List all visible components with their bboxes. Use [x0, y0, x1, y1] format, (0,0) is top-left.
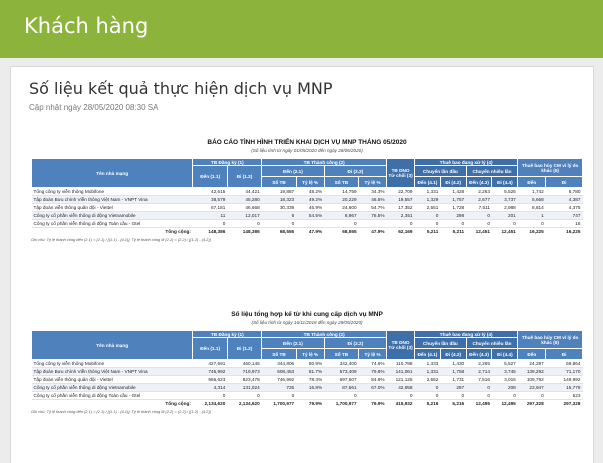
cell-s-in: 19,887 [262, 188, 296, 196]
col-pending: Thuê bao đang xử lý (4) [415, 331, 518, 338]
cell-p2: 0 [440, 220, 466, 228]
cell-s-out: 697,607 [324, 376, 358, 384]
cell-c2: 16 [546, 220, 583, 228]
total-p1: 5,211 [426, 229, 439, 235]
col-reg-in: Đến (1.1) [193, 338, 227, 360]
cell-p3: 7,511 [466, 204, 492, 212]
cell-s-out: 20,229 [324, 196, 358, 204]
cell-p3: 2,265 [466, 360, 492, 368]
cell-c1: 23,947 [518, 384, 546, 392]
cell-s-out-r [359, 392, 387, 400]
cell-c2: 15,779 [546, 384, 583, 392]
col-tb-success: TB Thành công (2) [262, 159, 387, 166]
col-operator: Tên nhà mạng [32, 331, 193, 360]
operator-name: Công ty cổ phần viễn thông di động Toàn cầu - Gtel [32, 220, 193, 228]
cell-s-in-r: 81.7% [296, 368, 324, 376]
col-tb-registered: TB Đăng ký (1) [193, 159, 262, 166]
cell-p4: 208 [492, 384, 518, 392]
monthly-report [31, 139, 583, 242]
total-c2: 297,328 [563, 401, 581, 407]
col-reg-in: Đến (1.1) [193, 166, 227, 188]
col-cancel: Thuê bao hủy CM vì lý do khác (5) [518, 331, 583, 349]
cell-dno: 141,061 [387, 368, 415, 376]
table-row [32, 188, 583, 196]
col-success-out: Đi (2.2) [324, 338, 386, 349]
total-reg-out: 148,386 [242, 229, 260, 235]
operator-name: Công ty cổ phần viễn thông di động Toàn cầu - Gtel [32, 392, 193, 400]
col-ratio-out: Tỷ lệ % [359, 177, 387, 188]
cell-c2: 523 [546, 392, 583, 400]
cell-p2: 298 [440, 212, 466, 220]
cell-s-out-r [359, 220, 387, 228]
col-tb-registered: TB Đăng ký (1) [193, 331, 262, 338]
col-tb-success: TB Thành công (2) [262, 331, 387, 338]
cell-p2: 297 [440, 384, 466, 392]
col-cancel-in: Đến [518, 349, 546, 360]
total-p1: 5,216 [426, 401, 439, 407]
total-p4: 12,451 [501, 229, 516, 235]
cell-p4: 3,015 [492, 376, 518, 384]
cell-reg-in: 956,623 [193, 376, 227, 384]
total-label: Tổng cộng: [165, 229, 191, 235]
cell-s-in-r: 78.3% [296, 376, 324, 384]
total-s-in: 1,700,977 [273, 401, 295, 407]
col-success-in: Đến (2.1) [262, 338, 324, 349]
table-row [32, 384, 583, 392]
col-subs-in: Số TB [262, 349, 296, 360]
cell-reg-in: 745,992 [193, 368, 227, 376]
total-p4: 12,495 [501, 401, 516, 407]
operator-name: Tập đoàn Bưu chính Viễn thông Việt Nam - VNPT Vina [32, 196, 193, 204]
col-ratio-out: Tỷ lệ % [359, 349, 387, 360]
cell-c1: 8,814 [518, 204, 546, 212]
col-p43: Đến (4.3) [466, 177, 492, 188]
cell-c2: 59,864 [546, 360, 583, 368]
col-dno: TB DNO Từ chối (3) [387, 331, 415, 360]
total-s-out-r: 47.9% [371, 229, 385, 235]
cell-c2: 4,387 [546, 196, 583, 204]
total-p2: 5,211 [452, 229, 465, 235]
cell-s-out: 24,600 [324, 204, 358, 212]
report-table [31, 330, 583, 408]
cell-reg-out: 0 [227, 220, 261, 228]
report-subtitle: (Số liệu tính từ ngày 01/05/2020 đến ngày 28/05/2020) [251, 148, 363, 153]
page-title: Số liệu kết quả thực hiện dịch vụ MNP [29, 79, 333, 98]
cell-reg-in: 0 [193, 220, 227, 228]
cell-dno: 19,557 [387, 196, 415, 204]
cell-s-in-r: 49.2% [296, 196, 324, 204]
cell-reg-out: 823,478 [227, 376, 261, 384]
col-pending: Thuê bao đang xử lý (4) [415, 159, 518, 166]
cell-s-out-r: 67.0% [359, 384, 387, 392]
total-p3: 12,495 [475, 401, 490, 407]
col-p44: Đi (4.4) [492, 177, 518, 188]
cell-p4: 0 [492, 392, 518, 400]
cell-reg-in: 0 [193, 392, 227, 400]
cell-s-in-r [296, 392, 324, 400]
table-row [32, 204, 583, 212]
cell-dno: 0 [387, 392, 415, 400]
cell-p1: 1,331 [415, 368, 441, 376]
cell-p1: 2,552 [415, 376, 441, 384]
cell-reg-out: 0 [227, 392, 261, 400]
cell-reg-in: 427,691 [193, 360, 227, 368]
cell-s-out: 0 [324, 220, 358, 228]
col-success-in: Đến (2.1) [262, 166, 324, 177]
col-transfer-multi: Chuyển nhiều lần [466, 166, 518, 177]
cell-reg-out: 45,280 [227, 196, 261, 204]
cell-dno: 2,351 [387, 212, 415, 220]
cell-reg-in: 67,181 [193, 204, 227, 212]
cell-p4: 3,745 [492, 368, 518, 376]
cell-p3: 2,714 [466, 368, 492, 376]
cell-s-out-r: 76.5% [359, 212, 387, 220]
col-reg-out: Đi (1.2) [227, 338, 261, 360]
cell-dno: 110,788 [387, 360, 415, 368]
cell-s-in-r: 80.9% [296, 360, 324, 368]
cell-c2: 149,992 [546, 376, 583, 384]
cell-c2: 71,170 [546, 368, 583, 376]
update-timestamp: Cập nhật ngày 28/05/2020 08:30 SA [29, 103, 159, 112]
cell-p1: 2,551 [415, 204, 441, 212]
col-subs-out: Số TB [324, 177, 358, 188]
total-s-in-r: 47.9% [308, 229, 323, 235]
total-reg-in: 2,134,620 [204, 401, 226, 407]
page-header-banner [0, 0, 603, 58]
col-subs-in: Số TB [262, 177, 296, 188]
cell-p2: 1,757 [440, 196, 466, 204]
cell-s-in: 746,992 [262, 376, 296, 384]
cell-p1: 0 [415, 384, 441, 392]
cell-s-in: 6 [262, 212, 296, 220]
table-row [32, 212, 583, 220]
cell-c1: 24,297 [518, 360, 546, 368]
operator-name: Công ty cổ phần viễn thông di động Vietnamobile [32, 384, 193, 392]
cell-p2: 1,728 [440, 204, 466, 212]
cell-s-out-r: 46.5% [359, 196, 387, 204]
col-operator: Tên nhà mạng [32, 159, 193, 188]
cell-s-in: 18,323 [262, 196, 296, 204]
cell-reg-out: 460,145 [227, 360, 261, 368]
cell-c1: 0 [518, 220, 546, 228]
cell-s-in: 608,453 [262, 368, 296, 376]
col-subs-out: Số TB [324, 349, 358, 360]
cell-dno: 0 [387, 220, 415, 228]
cell-s-out: 14,759 [324, 188, 358, 196]
cell-p3: 7,516 [466, 376, 492, 384]
col-cancel: Thuê bao hủy CM vì lý do khác (5) [518, 159, 583, 177]
cell-p3: 0 [466, 212, 492, 220]
cell-s-out: 87,561 [324, 384, 358, 392]
cell-p3: 2,677 [466, 196, 492, 204]
cell-p4: 5,527 [492, 360, 518, 368]
cell-p1: 1,333 [415, 360, 441, 368]
total-dno: 415,932 [395, 401, 413, 407]
cell-s-in: 726 [262, 384, 296, 392]
col-p41: Đến (4.1) [415, 349, 441, 360]
cell-p2: 1,758 [440, 368, 466, 376]
cell-reg-in: 42,615 [193, 188, 227, 196]
cell-reg-out: 12,017 [227, 212, 261, 220]
table-row [32, 196, 583, 204]
total-c1: 297,328 [526, 401, 544, 407]
cell-p3: 0 [466, 384, 492, 392]
total-reg-in: 148,386 [208, 229, 226, 235]
cell-reg-out: 44,421 [227, 188, 261, 196]
cell-c1: 1 [518, 212, 546, 220]
cell-p3: 0 [466, 220, 492, 228]
cell-p2: 1,430 [440, 360, 466, 368]
cell-p4: 5,525 [492, 188, 518, 196]
cell-reg-out: 719,973 [227, 368, 261, 376]
col-ratio-in: Tỷ lệ % [296, 349, 324, 360]
cell-c1: 109,792 [518, 376, 546, 384]
cell-c1: 5,668 [518, 196, 546, 204]
cell-p3: 2,263 [466, 188, 492, 196]
cell-s-in: 0 [262, 392, 296, 400]
report-subtitle: (Số liệu tính từ ngày 16/11/2018 đến ngày 28/05/2020) [251, 320, 363, 325]
col-p42: Đi (4.2) [440, 177, 466, 188]
col-transfer-first: Chuyển lần đầu [415, 338, 467, 349]
total-c2: 16,225 [566, 229, 581, 235]
cell-s-out: 573,409 [324, 368, 358, 376]
cell-p4: 0 [492, 220, 518, 228]
cell-s-in-r: 54.5% [296, 212, 324, 220]
cell-c2: 747 [546, 212, 583, 220]
cell-p1: 1,331 [415, 188, 441, 196]
total-s-out-r: 79.9% [371, 401, 385, 407]
col-p43: Đến (4.3) [466, 349, 492, 360]
col-cancel-in: Đến [518, 177, 546, 188]
cumulative-report [31, 311, 583, 414]
cell-p4: 2,988 [492, 204, 518, 212]
cell-reg-out: 46,668 [227, 204, 261, 212]
operator-name: Tổng công ty viễn thông Mobifone [32, 360, 193, 368]
cell-s-in: 344,806 [262, 360, 296, 368]
cell-c1: 0 [518, 392, 546, 400]
col-transfer-first: Chuyển lần đầu [415, 166, 467, 177]
cell-s-out-r: 74.6% [359, 360, 387, 368]
cell-s-out-r: 79.8% [359, 368, 387, 376]
total-row [32, 400, 583, 408]
table-row [32, 220, 583, 228]
cell-p2: 1,731 [440, 376, 466, 384]
total-dno: 62,169 [398, 229, 413, 235]
cell-reg-in: 38,579 [193, 196, 227, 204]
cell-s-in-r: 16.8% [296, 384, 324, 392]
col-transfer-multi: Chuyển nhiều lần [466, 338, 518, 349]
col-p42: Đi (4.2) [440, 349, 466, 360]
cell-s-out: 342,400 [324, 360, 358, 368]
total-s-in: 68,555 [279, 229, 295, 235]
cell-dno: 121,125 [387, 376, 415, 384]
cell-c2: 6,780 [546, 188, 583, 196]
table-row [32, 392, 583, 400]
total-p2: 5,216 [452, 401, 465, 407]
total-reg-out: 2,134,620 [238, 401, 260, 407]
col-cancel-out: Đi [546, 349, 583, 360]
table-row [32, 376, 583, 384]
cell-reg-in: 11 [193, 212, 227, 220]
operator-name: Tập đoàn viễn thông quân đội - Viettel [32, 376, 193, 384]
report-title: Số liệu tổng hợp kế từ khi cung cấp dịch vụ MNP [231, 311, 383, 318]
operator-name: Công ty cổ phần viễn thông di động Vietnamobile [32, 212, 193, 220]
col-reg-out: Đi (1.2) [227, 166, 261, 188]
col-p44: Đi (4.4) [492, 349, 518, 360]
cell-p2: 0 [440, 392, 466, 400]
cell-p2: 1,428 [440, 188, 466, 196]
total-label: Tổng cộng: [165, 401, 191, 407]
cell-c1: 139,292 [518, 368, 546, 376]
cell-p1: 0 [415, 220, 441, 228]
report-title: BÁO CÁO TÌNH HÌNH TRIỂN KHAI DỊCH VỤ MNP THÁNG 05/2020 [207, 139, 407, 146]
operator-name: Tổng công ty viễn thông Mobifone [32, 188, 193, 196]
total-s-out: 68,555 [342, 229, 357, 235]
total-s-out: 1,700,977 [335, 401, 357, 407]
cell-s-out: 0 [324, 392, 358, 400]
cell-s-in-r: 48.2% [296, 188, 324, 196]
content-panel [10, 66, 594, 463]
cell-c1: 1,742 [518, 188, 546, 196]
col-p41: Đến (4.1) [415, 177, 441, 188]
table-row [32, 368, 583, 376]
cell-s-in: 0 [262, 220, 296, 228]
cell-dno: 17,352 [387, 204, 415, 212]
cell-p1: 0 [415, 392, 441, 400]
report-table [31, 158, 583, 236]
cell-c2: 4,375 [546, 204, 583, 212]
table-row [32, 360, 583, 368]
cell-dno: 42,958 [387, 384, 415, 392]
report-note: Ghi chú: Tỷ lệ thành công đến (2.1) = (2.1) / [(1.1) - (4.1)]; Tỷ lệ thành công đi (2.2) = (2.2) / [(1.2) - (4.2)] [31, 236, 211, 242]
col-ratio-in: Tỷ lệ % [296, 177, 324, 188]
total-p3: 12,451 [475, 229, 490, 235]
total-row [32, 228, 583, 236]
cell-p1: 1,329 [415, 196, 441, 204]
cell-s-out: 8,967 [324, 212, 358, 220]
cell-p1: 0 [415, 212, 441, 220]
cell-s-in-r: 46.9% [296, 204, 324, 212]
cell-s-in-r [296, 220, 324, 228]
cell-p4: 201 [492, 212, 518, 220]
cell-reg-out: 131,024 [227, 384, 261, 392]
col-cancel-out: Đi [546, 177, 583, 188]
operator-name: Tập đoàn Bưu chính Viễn thông Việt Nam - VNPT Vina [32, 368, 193, 376]
cell-dno: 22,709 [387, 188, 415, 196]
cell-s-out-r: 54.7% [359, 204, 387, 212]
col-dno: TB DNO Từ chối (3) [387, 159, 415, 188]
report-note: Ghi chú: Tỷ lệ thành công đến (2.1) = (2.1) / [(1.1) - (4.1)]; Tỷ lệ thành công đi (2.2) = (2.2) / [(1.2) - (4.2)] [31, 408, 211, 414]
cell-s-in: 30,339 [262, 204, 296, 212]
total-s-in-r: 79.9% [308, 401, 323, 407]
total-c1: 16,225 [529, 229, 544, 235]
cell-s-out-r: 34.3% [359, 188, 387, 196]
cell-p3: 0 [466, 392, 492, 400]
header-title: Khách hàng [24, 14, 149, 38]
col-success-out: Đi (2.2) [324, 166, 386, 177]
cell-p4: 3,737 [492, 196, 518, 204]
operator-name: Tập đoàn viễn thông quân đội - Viettel [32, 204, 193, 212]
cell-reg-in: 4,314 [193, 384, 227, 392]
cell-s-out-r: 84.9% [359, 376, 387, 384]
